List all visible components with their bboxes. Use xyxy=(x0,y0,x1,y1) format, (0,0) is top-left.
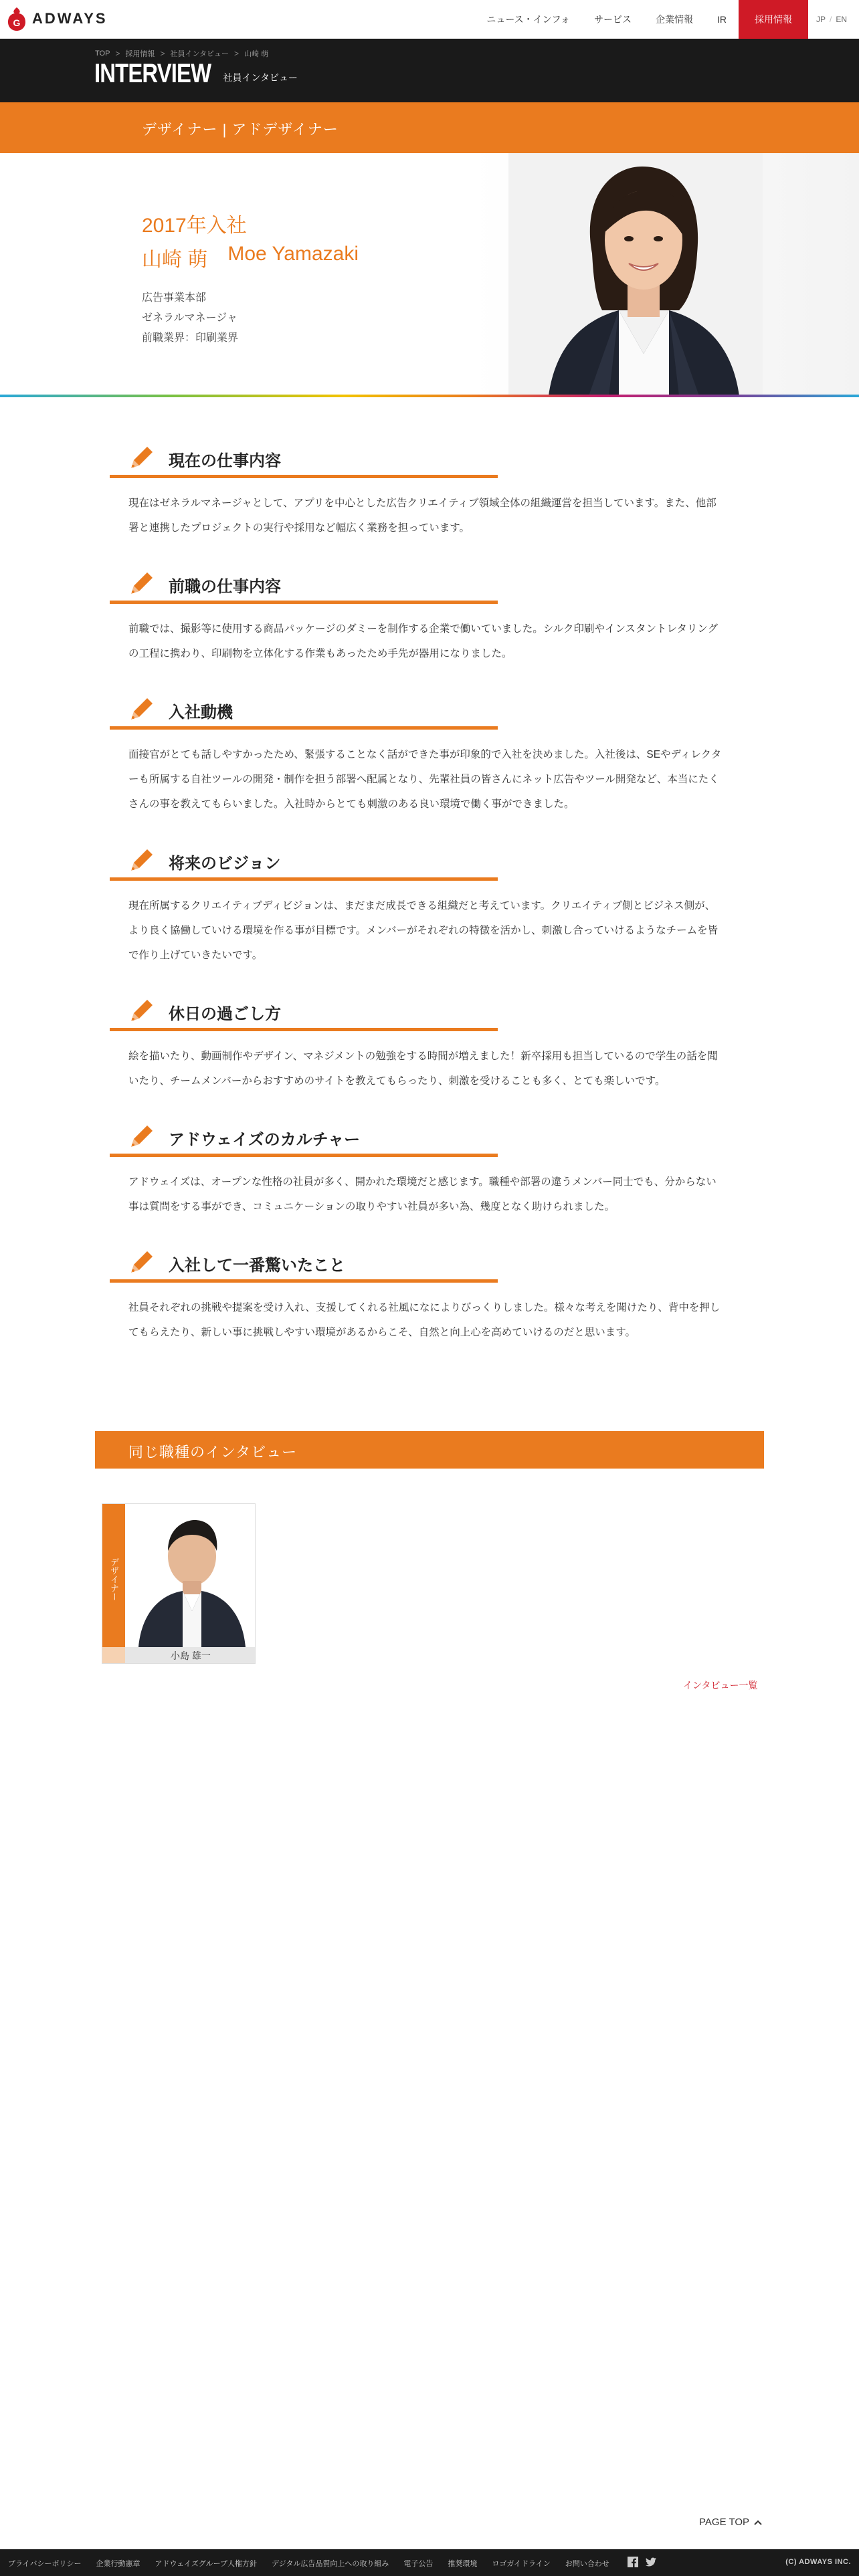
section-title: 前職の仕事内容 xyxy=(169,578,281,596)
join-year: 2017年入社 xyxy=(142,215,247,237)
card-portrait-photo xyxy=(125,1504,256,1647)
section-body: アドウェイズは、オープンな性格の社員が多く、開かれた環境だと感じます。職種や部署の違うメンバー同士でも、分からない事は質問をする事ができ、コミュニケーションの取りやすい社員が多い為、幾度となく助けられました。 xyxy=(128,1176,717,1212)
page-title xyxy=(94,60,298,87)
section-title: 休日の過ごし方 xyxy=(169,1005,281,1023)
section-body: 社員それぞれの挑戦や提案を受け入れ、支援してくれる社風になによりびっくりしました。様々な考えを聞けたり、背中を押してもらえたり、新しい事に挑戦しやすい環境があるからこそ、自然と向上心を高めていけるのだと思います。 xyxy=(128,1302,721,1338)
footer-social xyxy=(628,2557,657,2567)
related-interviews-title: 同じ職種のインタビュー xyxy=(128,1444,298,1461)
section-rule xyxy=(110,601,498,604)
lang-en-link[interactable]: EN xyxy=(836,15,847,24)
interview-list-link[interactable]: インタビュー一覧 xyxy=(683,1680,758,1691)
section-header xyxy=(110,1246,728,1281)
section-rule xyxy=(110,726,498,730)
person-name xyxy=(142,243,359,272)
pen-icon xyxy=(127,1121,157,1151)
section-title: 入社して一番驚いたこと xyxy=(169,1257,345,1275)
breadcrumb-current: 山崎 萌 xyxy=(244,50,269,58)
footer-link-human-rights[interactable]: アドウェイズグループ人権方針 xyxy=(155,2560,258,2568)
chevron-right-icon: > xyxy=(234,49,240,58)
section-header xyxy=(110,441,728,476)
pen-icon xyxy=(127,568,157,598)
chevron-right-icon: > xyxy=(160,49,165,58)
page-title-ja: 社員インタビュー xyxy=(223,72,298,83)
site-header xyxy=(0,0,859,39)
profile-section xyxy=(0,153,859,396)
footer-link-contact[interactable]: お問い合わせ xyxy=(565,2560,609,2568)
person-name-en: Moe Yamazaki xyxy=(227,243,359,265)
pen-icon xyxy=(127,443,157,472)
person-department: 広告事業本部 xyxy=(142,292,207,304)
section-vision xyxy=(110,844,728,961)
twitter-icon[interactable] xyxy=(645,2557,657,2567)
card-job-tag: デザイナー xyxy=(102,1504,125,1647)
nav-ir[interactable]: IR xyxy=(717,14,727,25)
chevron-up-icon xyxy=(753,2519,763,2526)
nav-recruit[interactable]: 採用情報 xyxy=(739,0,808,39)
section-rule xyxy=(110,877,498,881)
section-surprise xyxy=(110,1246,728,1338)
breadcrumb-recruit[interactable]: 採用情報 xyxy=(125,50,155,58)
related-interviews-header xyxy=(95,1431,764,1469)
footer-link-code-of-conduct[interactable]: 企業行動憲章 xyxy=(96,2560,140,2568)
page-title-en: INTERVIEW xyxy=(94,59,211,88)
breadcrumb xyxy=(95,48,268,59)
section-title: 入社動機 xyxy=(169,704,233,722)
footer-links xyxy=(8,2558,609,2569)
section-header xyxy=(110,844,728,879)
person-meta xyxy=(142,288,238,348)
page-top-button[interactable] xyxy=(699,2516,763,2528)
section-header xyxy=(110,1120,728,1155)
section-body: 前職では、撮影等に使用する商品パッケージのダミーを制作する企業で働いていました。シルク印刷やインスタントレタリングの工程に携わり、印刷物を立体化する作業もあったため手先が器用になりました。 xyxy=(128,623,719,659)
lang-jp-link[interactable]: JP xyxy=(816,15,826,24)
section-title: アドウェイズのカルチャー xyxy=(169,1131,361,1149)
role-band xyxy=(0,102,859,153)
copyright: (C) ADWAYS INC. xyxy=(785,2558,851,2566)
pen-icon xyxy=(127,694,157,724)
section-header xyxy=(110,693,728,728)
footer-link-ad-quality[interactable]: デジタル広告品質向上への取り組み xyxy=(272,2560,389,2568)
footer-link-privacy[interactable]: プライバシーポリシー xyxy=(8,2560,82,2568)
chevron-right-icon: > xyxy=(115,49,120,58)
person-previous-industry: 前職業界：印刷業界 xyxy=(142,332,239,344)
nav-news[interactable]: ニュース・インフォ xyxy=(486,14,570,25)
card-person-name: 小島 雄一 xyxy=(125,1647,256,1664)
portrait-photo xyxy=(508,153,763,396)
pen-icon xyxy=(127,996,157,1025)
footer-link-environment[interactable]: 推奨環境 xyxy=(448,2560,478,2568)
logo-text: ADWAYS xyxy=(32,10,108,27)
section-culture xyxy=(110,1120,728,1212)
facebook-icon[interactable] xyxy=(628,2557,638,2567)
section-motivation xyxy=(110,693,728,810)
section-current-work xyxy=(110,441,728,534)
section-body: 現在はゼネラルマネージャとして、アプリを中心とした広告クリエイティブ領域全体の組織運営を担当しています。また、他部署と連携したプロジェクトの実行や採用など幅広く業務を担っています。 xyxy=(128,498,717,534)
section-body: 絵を描いたり、動画制作やデザイン、マネジメントの勉強をする時間が増えました！新卒採用も担当しているので学生の話を聞いたり、チームメンバーからおすすめのサイトを教えてもらったり、刺激を受けることも多く、とても楽しいです。 xyxy=(128,1051,718,1087)
lang-separator: / xyxy=(829,15,832,24)
footer-link-public-notice[interactable]: 電子公告 xyxy=(403,2560,434,2568)
interview-card[interactable] xyxy=(102,1503,256,1664)
nav-company[interactable]: 企業情報 xyxy=(655,14,693,25)
section-rule xyxy=(110,1154,498,1157)
section-rule xyxy=(110,475,498,478)
language-switch xyxy=(808,15,859,24)
pen-icon xyxy=(127,845,157,875)
section-header xyxy=(110,994,728,1029)
breadcrumb-top[interactable]: TOP xyxy=(95,49,110,58)
section-body: 面接官がとても話しやすかったため、緊張することなく話ができた事が印象的で入社を決めました。入社後は、SEやディレクターも所属する自社ツールの開発・制作を担う部署へ配属となり、先輩社員の皆さんにネット広告やツール開発など、本当にたくさんの事を教えてもらいました。入社時からとても刺激のある良い環境で働く事ができました。 xyxy=(128,749,722,810)
section-previous-work xyxy=(110,567,728,659)
section-rule xyxy=(110,1279,498,1283)
card-name-accent xyxy=(102,1647,125,1664)
person-position: ゼネラルマネージャ xyxy=(142,312,237,324)
title-band xyxy=(0,39,859,102)
page-top-label: PAGE TOP xyxy=(699,2516,750,2528)
section-header xyxy=(110,567,728,602)
role-label: デザイナー | アドデザイナー xyxy=(142,121,339,138)
footer-link-logo-guideline[interactable]: ロゴガイドライン xyxy=(492,2560,551,2568)
rainbow-divider xyxy=(0,395,859,397)
section-body: 現在所属するクリエイティブディビジョンは、まだまだ成長できる組織だと考えています。クリエイティブ側とビジネス側が、より良く協働していける環境を作る事が目標です。メンバーがそれぞれの特徴を活かし、刺激し合っていけるようなチームを皆で作り上げていきたいです。 xyxy=(128,900,719,961)
svg-text:G: G xyxy=(13,17,21,28)
breadcrumb-interview[interactable]: 社員インタビュー xyxy=(170,50,229,58)
logo-mark-icon xyxy=(7,6,27,31)
section-rule xyxy=(110,1028,498,1031)
section-title: 将来のビジョン xyxy=(169,855,281,873)
global-nav xyxy=(474,0,859,39)
adways-logo[interactable] xyxy=(7,6,108,31)
section-holiday xyxy=(110,994,728,1087)
section-title: 現在の仕事内容 xyxy=(169,452,281,470)
person-name-ja: 山崎 萌 xyxy=(142,249,208,271)
nav-service[interactable]: サービス xyxy=(593,14,632,25)
site-footer xyxy=(0,2549,859,2576)
pen-icon xyxy=(127,1247,157,1277)
